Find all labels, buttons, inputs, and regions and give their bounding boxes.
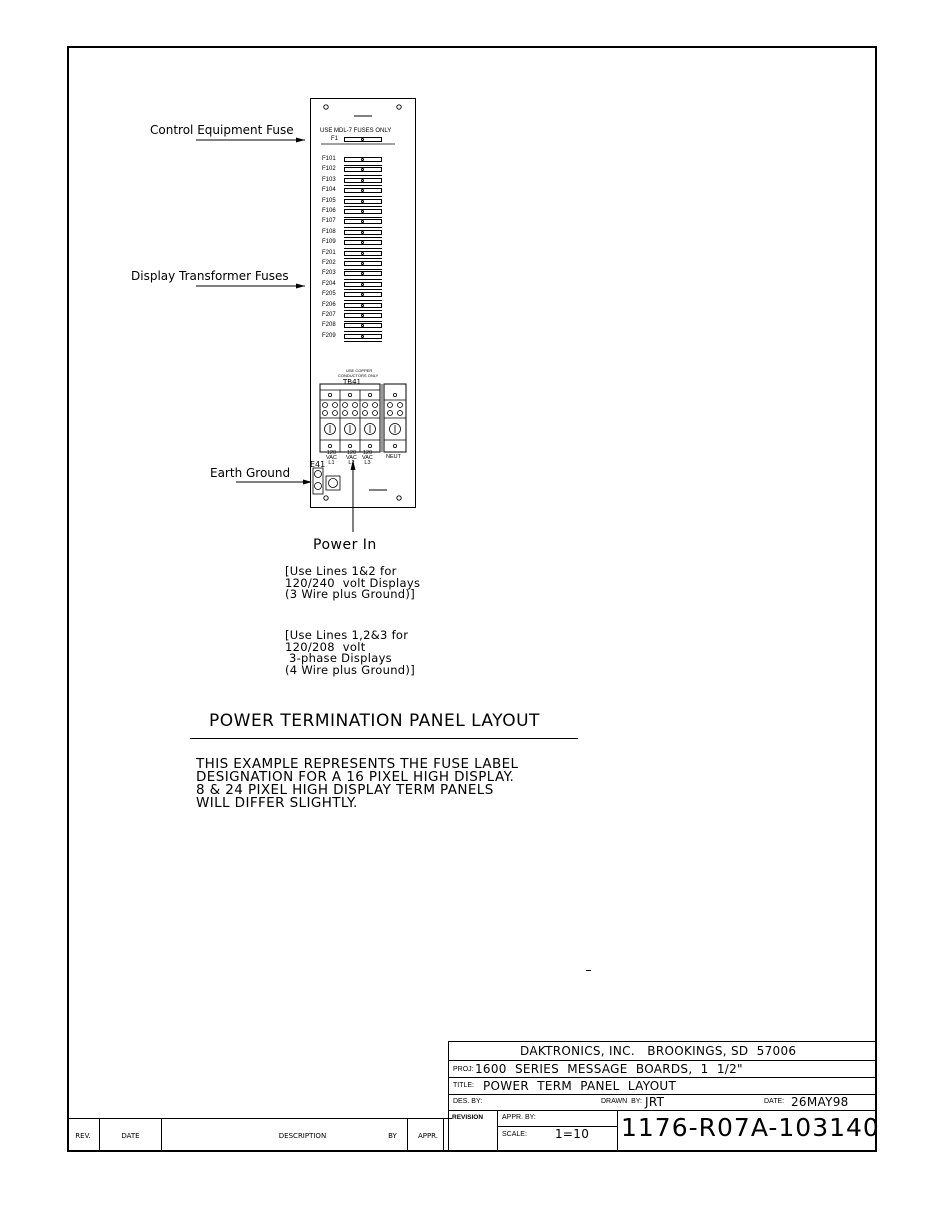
fuse-separator [344, 175, 382, 176]
fuse-label: F103 [322, 176, 336, 183]
fuse-holder [344, 261, 382, 266]
drawing-title: POWER TERM PANEL LAYOUT [483, 1079, 677, 1093]
terminal-l1: 120 VAC L1 [326, 450, 337, 466]
fuse-holder [344, 292, 382, 297]
fuse-holder [344, 230, 382, 235]
fuse-label: F205 [322, 291, 336, 298]
fuse-separator [344, 300, 382, 301]
fuse-label: F105 [322, 197, 336, 204]
project-name: 1600 SERIES MESSAGE BOARDS, 1 1/2" [475, 1062, 743, 1076]
fuse-holder [344, 209, 382, 214]
terminal-l3: 120 VAC L3 [362, 450, 373, 466]
date-col: DATE [100, 1119, 162, 1152]
fuse-separator [344, 279, 382, 280]
control-fuse [344, 137, 382, 142]
fuse-separator [344, 196, 382, 197]
power-in-callout: Power In [313, 537, 377, 553]
fuse-holder [344, 251, 382, 256]
fuse-label: F109 [322, 239, 336, 246]
fuse-label: F202 [322, 260, 336, 266]
heading-underline [190, 738, 578, 739]
fuse-label: F206 [322, 301, 336, 308]
fuse-label: F209 [322, 332, 336, 339]
fuse-separator [344, 321, 382, 322]
earth-ground-callout: Earth Ground [210, 466, 291, 480]
fuse-holder [344, 323, 382, 328]
fuse-label: F207 [322, 312, 336, 318]
fuse-label: F108 [322, 228, 336, 235]
note-b: [Use Lines 1,2&3 for 120/208 volt 3-phase Displays (4 Wire plus Ground)] [285, 628, 415, 677]
use-fuses-note: USE MDL-7 FUSES ONLY [320, 128, 392, 134]
neutral-label: NEUT [386, 454, 401, 460]
scale-label: SCALE: [502, 1131, 527, 1138]
control-fuse-callout: Control Equipment Fuse [150, 123, 294, 137]
fuse-label: F102 [322, 166, 336, 173]
fuse-separator [344, 258, 382, 259]
fuse-separator [344, 237, 382, 238]
fuse-label: F201 [322, 249, 336, 256]
fuse-holder [344, 240, 382, 245]
scale-value: 1=10 [555, 1127, 590, 1141]
fuse-separator [344, 165, 382, 166]
date-label: DATE: [764, 1098, 785, 1105]
appr-by-label: APPR. BY: [502, 1114, 536, 1121]
copper-note-1: USE COPPER [346, 368, 373, 373]
revision-label: REVISION [452, 1114, 484, 1121]
fuse-holder [344, 199, 382, 204]
terminal-l2: 120 VAC L2 [346, 450, 357, 466]
fuse-separator [344, 248, 382, 249]
control-fuse-id: F1 [331, 136, 339, 142]
fuse-separator [344, 341, 382, 342]
drawn-by: JRT [645, 1095, 665, 1109]
fuse-separator [344, 217, 382, 218]
drawing-number: 1176-R07A-103140 [621, 1113, 880, 1142]
fuse-label: F101 [322, 156, 336, 162]
fuse-holder [344, 303, 382, 308]
fuse-holder [344, 282, 382, 287]
fuse-holder [344, 167, 382, 172]
stray-mark [586, 970, 591, 971]
display-fuses-callout: Display Transformer Fuses [131, 269, 289, 283]
fuse-separator [344, 289, 382, 290]
fuse-separator [344, 310, 382, 311]
terminal-block-id: TB41 [343, 378, 361, 386]
fuse-label: F203 [322, 270, 336, 277]
proj-label: PROJ: [453, 1066, 474, 1073]
by-col: BY [378, 1118, 408, 1152]
copper-note-2: CONDUCTORS ONLY [338, 373, 379, 378]
ground-id: E41 [310, 460, 326, 469]
fuse-separator [344, 331, 382, 332]
title-label: TITLE: [453, 1082, 475, 1089]
example-text: THIS EXAMPLE REPRESENTS THE FUSE LABEL DESIGNATION FOR A 16 PIXEL HIGH DISPLAY. 8 & 24 PIXEL HIGH DISPLAY TERM PANELS WILL DIFFER SLIGHTLY. [196, 756, 519, 811]
des-by-label: DES. BY: [453, 1098, 483, 1105]
drawing-date: 26MAY98 [791, 1095, 849, 1109]
page-heading: POWER TERMINATION PANEL LAYOUT [209, 711, 540, 731]
drawn-by-label: DRAWN BY: [601, 1098, 642, 1105]
rev-col: REV. [67, 1119, 100, 1152]
fuse-holder [344, 157, 382, 162]
fuse-label: F106 [322, 208, 336, 214]
fuse-label: F104 [322, 187, 336, 194]
note-a: [Use Lines 1&2 for 120/240 volt Displays (3 Wire plus Ground)] [285, 564, 421, 601]
fuse-separator [344, 206, 382, 207]
fuse-holder [344, 271, 382, 276]
fuse-holder [344, 334, 382, 339]
fuse-label: F204 [322, 280, 336, 287]
company-line: DAKTRONICS, INC. BROOKINGS, SD 57006 [520, 1044, 797, 1058]
fuse-holder [344, 219, 382, 224]
fuse-separator [344, 269, 382, 270]
fuse-label: F208 [322, 322, 336, 329]
fuse-holder [344, 178, 382, 183]
description-col: DESCRIPTION [162, 1119, 444, 1152]
fuse-holder [344, 188, 382, 193]
fuse-holder [344, 313, 382, 318]
appr-col: APPR. [408, 1118, 448, 1152]
fuse-separator [344, 185, 382, 186]
fuse-label: F107 [322, 218, 336, 225]
fuse-separator [344, 227, 382, 228]
